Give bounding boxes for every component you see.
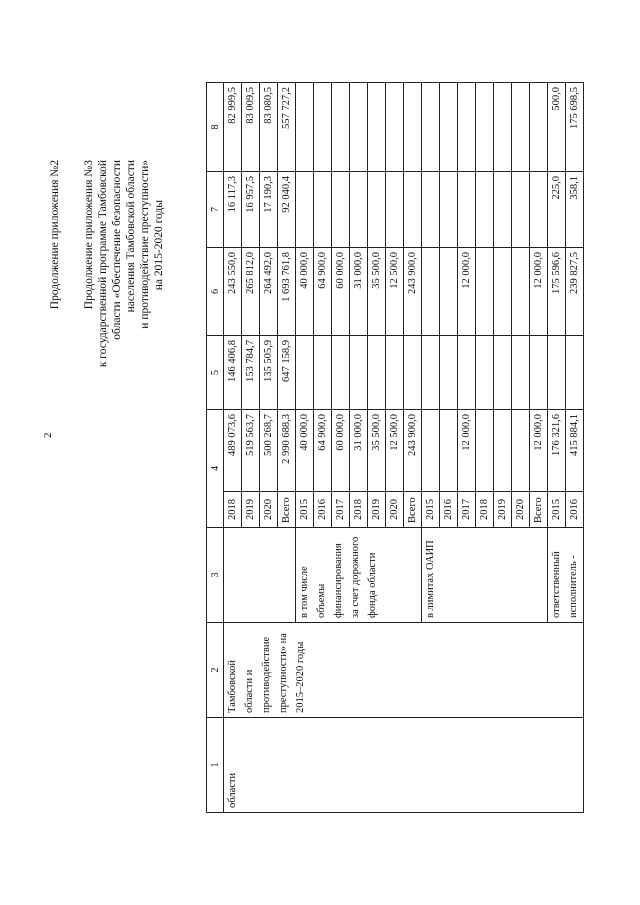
amount-cell-c4: [512, 410, 530, 492]
amount-cell-c8: 557 727,2: [278, 83, 296, 172]
column-2-cell: [224, 623, 584, 718]
amount-cell-c4: 12 500,0: [386, 410, 404, 492]
amount-cell-c4: 64 900,0: [314, 410, 332, 492]
amount-cell-c4: 12 000,0: [530, 410, 548, 492]
amount-cell-c8: [350, 83, 368, 172]
amount-cell-c8: [530, 83, 548, 172]
header-line-5: и противодействие преступности»: [139, 160, 151, 329]
amount-cell-c4: [422, 410, 440, 492]
year-cell: 2019: [242, 492, 260, 528]
group-label-line: в том числе: [299, 566, 310, 618]
year-cell: 2018: [350, 492, 368, 528]
column-number: 1: [207, 718, 224, 813]
header-line-1: Продолжение приложения №3: [83, 160, 95, 310]
amount-cell-c5: [440, 336, 458, 410]
amount-cell-c8: 83 080,5: [260, 83, 278, 172]
amount-cell-c7: 16 957,5: [242, 172, 260, 248]
amount-cell-c8: [314, 83, 332, 172]
amount-cell-c6: 12 000,0: [530, 248, 548, 336]
column-number: 2: [207, 623, 224, 718]
year-cell: 2016: [440, 492, 458, 528]
amount-cell-c6: 265 812,0: [242, 248, 260, 336]
amount-cell-c6: 40 000,0: [296, 248, 314, 336]
column-1-cell: [224, 718, 584, 813]
amount-cell-c7: [476, 172, 494, 248]
amount-cell-c8: [512, 83, 530, 172]
amount-cell-c6: [440, 248, 458, 336]
group-label-cell: [224, 528, 296, 623]
amount-cell-c7: 17 190,3: [260, 172, 278, 248]
amount-cell-c7: [296, 172, 314, 248]
amount-cell-c8: [386, 83, 404, 172]
year-cell: Всего: [278, 492, 296, 528]
year-cell: 2020: [512, 492, 530, 528]
column-2-line: противодействие: [261, 636, 272, 713]
amount-cell-c4: [440, 410, 458, 492]
group-label-line: финансирования: [333, 543, 344, 618]
amount-cell-c8: 175 698,5: [566, 83, 584, 172]
amount-cell-c7: [332, 172, 350, 248]
amount-cell-c8: [440, 83, 458, 172]
amount-cell-c5: [422, 336, 440, 410]
amount-cell-c8: [476, 83, 494, 172]
amount-cell-c4: 60 000,0: [332, 410, 350, 492]
amount-cell-c5: 146 406,8: [224, 336, 242, 410]
amount-cell-c5: [404, 336, 422, 410]
year-cell: Всего: [530, 492, 548, 528]
amount-cell-c6: 243 550,0: [224, 248, 242, 336]
amount-cell-c4: 40 000,0: [296, 410, 314, 492]
column-number-row: [207, 83, 224, 813]
column-2-line: преступности» на: [278, 633, 289, 713]
column-number: 7: [207, 172, 224, 248]
group-label-cell: [296, 528, 422, 623]
amount-cell-c6: 243 900,0: [404, 248, 422, 336]
amount-cell-c8: 83 009,5: [242, 83, 260, 172]
amount-cell-c7: [314, 172, 332, 248]
amount-cell-c8: [404, 83, 422, 172]
amount-cell-c6: 35 500,0: [368, 248, 386, 336]
year-cell: 2016: [566, 492, 584, 528]
amount-cell-c5: 153 784,7: [242, 336, 260, 410]
amount-cell-c5: [314, 336, 332, 410]
amount-cell-c6: [476, 248, 494, 336]
amount-cell-c8: [296, 83, 314, 172]
column-2-line: области и: [244, 669, 255, 713]
amount-cell-c7: 16 117,3: [224, 172, 242, 248]
amount-cell-c6: 1 693 761,8: [278, 248, 296, 336]
program-finance-table: [206, 82, 584, 813]
year-cell: 2020: [386, 492, 404, 528]
continuation-note: Продолжение приложения №2: [49, 160, 61, 310]
header-line-3: области «Обеспечение безопасности: [111, 160, 123, 340]
column-2-line: Тамбовской: [227, 659, 238, 713]
amount-cell-c7: 225,0: [548, 172, 566, 248]
group-label-line: исполнитель -: [568, 555, 579, 618]
amount-cell-c5: [512, 336, 530, 410]
amount-cell-c4: [494, 410, 512, 492]
amount-cell-c8: [494, 83, 512, 172]
amount-cell-c5: [386, 336, 404, 410]
amount-cell-c7: [368, 172, 386, 248]
table-row: [224, 83, 242, 813]
year-cell: 2018: [224, 492, 242, 528]
amount-cell-c7: [350, 172, 368, 248]
column-number: 5: [207, 336, 224, 410]
amount-cell-c8: [458, 83, 476, 172]
amount-cell-c5: [548, 336, 566, 410]
amount-cell-c5: [350, 336, 368, 410]
amount-cell-c8: [368, 83, 386, 172]
column-1-text: области: [227, 772, 238, 808]
amount-cell-c7: 358,1: [566, 172, 584, 248]
amount-cell-c5: [332, 336, 350, 410]
year-cell: 2017: [458, 492, 476, 528]
amount-cell-c5: [476, 336, 494, 410]
amount-cell-c4: 35 500,0: [368, 410, 386, 492]
amount-cell-c6: [494, 248, 512, 336]
column-number: 4: [207, 410, 224, 528]
amount-cell-c6: [512, 248, 530, 336]
amount-cell-c7: [404, 172, 422, 248]
amount-cell-c8: 500,0: [548, 83, 566, 172]
amount-cell-c4: 12 000,0: [458, 410, 476, 492]
header-line-4: населения Тамбовской области: [125, 160, 137, 313]
year-cell: 2018: [476, 492, 494, 528]
amount-cell-c7: [512, 172, 530, 248]
amount-cell-c6: 175 596,6: [548, 248, 566, 336]
group-label-line: в лимитах ОАИП: [425, 540, 436, 618]
amount-cell-c4: 500 268,7: [260, 410, 278, 492]
amount-cell-c7: [458, 172, 476, 248]
year-cell: Всего: [404, 492, 422, 528]
year-cell: 2019: [368, 492, 386, 528]
amount-cell-c5: [494, 336, 512, 410]
amount-cell-c6: [422, 248, 440, 336]
amount-cell-c6: 264 492,0: [260, 248, 278, 336]
group-label-cell: [548, 528, 584, 623]
amount-cell-c7: [422, 172, 440, 248]
group-label-line: ответственный: [551, 551, 562, 618]
year-cell: 2019: [494, 492, 512, 528]
page-number: 2: [42, 432, 54, 438]
group-label-line: за счет дорожного: [350, 536, 361, 618]
amount-cell-c6: 31 000,0: [350, 248, 368, 336]
amount-cell-c5: 135 505,9: [260, 336, 278, 410]
amount-cell-c6: 64 900,0: [314, 248, 332, 336]
amount-cell-c4: 31 000,0: [350, 410, 368, 492]
amount-cell-c4: 243 900,0: [404, 410, 422, 492]
group-label-line: фонда области: [367, 552, 378, 618]
year-cell: 2015: [296, 492, 314, 528]
amount-cell-c7: [440, 172, 458, 248]
amount-cell-c5: 647 158,9: [278, 336, 296, 410]
amount-cell-c5: [296, 336, 314, 410]
group-label-line: объемы: [316, 583, 327, 618]
group-label-cell: [422, 528, 548, 623]
column-number: 8: [207, 83, 224, 172]
amount-cell-c4: 2 990 688,3: [278, 410, 296, 492]
amount-cell-c8: 82 999,5: [224, 83, 242, 172]
amount-cell-c7: [494, 172, 512, 248]
amount-cell-c6: 12 000,0: [458, 248, 476, 336]
amount-cell-c5: [530, 336, 548, 410]
column-number: 6: [207, 248, 224, 336]
amount-cell-c5: [566, 336, 584, 410]
year-cell: 2015: [548, 492, 566, 528]
amount-cell-c7: 92 040,4: [278, 172, 296, 248]
year-cell: 2016: [314, 492, 332, 528]
amount-cell-c6: 239 827,5: [566, 248, 584, 336]
year-cell: 2020: [260, 492, 278, 528]
year-cell: 2015: [422, 492, 440, 528]
amount-cell-c4: 176 321,6: [548, 410, 566, 492]
amount-cell-c8: [422, 83, 440, 172]
amount-cell-c4: [476, 410, 494, 492]
header-line-2: к государственной программе Тамбовской: [97, 160, 109, 368]
column-number: 3: [207, 528, 224, 623]
column-2-line: 2015–2020 годы: [295, 641, 306, 713]
header-line-6: на 2015-2020 годы: [153, 200, 165, 291]
amount-cell-c5: [458, 336, 476, 410]
amount-cell-c4: 519 563,7: [242, 410, 260, 492]
amount-cell-c6: 12 500,0: [386, 248, 404, 336]
amount-cell-c4: 415 884,1: [566, 410, 584, 492]
amount-cell-c6: 60 000,0: [332, 248, 350, 336]
amount-cell-c4: 489 073,6: [224, 410, 242, 492]
amount-cell-c8: [332, 83, 350, 172]
year-cell: 2017: [332, 492, 350, 528]
amount-cell-c5: [368, 336, 386, 410]
amount-cell-c7: [530, 172, 548, 248]
amount-cell-c7: [386, 172, 404, 248]
